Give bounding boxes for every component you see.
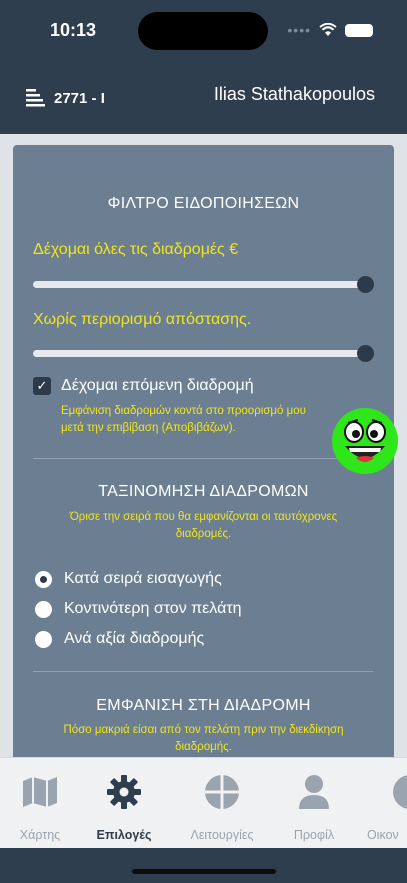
sort-option-insertion[interactable] xyxy=(35,570,222,588)
next-route-option[interactable] xyxy=(33,377,254,395)
radio-button[interactable] xyxy=(35,601,52,618)
display-hint xyxy=(13,722,394,756)
sorting-section-title: ΤΑΞΙΝΟΜΗΣΗ ΔΙΑΔΡΟΜΩΝ xyxy=(98,483,309,500)
bottom-strip xyxy=(0,848,407,883)
status-time: 10:13 xyxy=(50,20,97,40)
gear-icon xyxy=(106,774,142,810)
sorting-hint-line1: Όρισε την σειρά που θα εμφανίζονται οι ταυτόχρονες xyxy=(69,511,338,523)
sorting-hint-line2: διαδρομές. xyxy=(175,528,232,540)
section-divider xyxy=(33,671,373,672)
sort-option-label: Κατά σειρά εισαγωγής xyxy=(64,570,222,587)
menu-icon[interactable] xyxy=(26,88,46,108)
sorting-hint xyxy=(13,509,394,543)
euro-icon xyxy=(392,774,407,810)
battery-icon xyxy=(345,24,373,37)
header xyxy=(0,80,407,116)
filter-section-title: ΦΙΛΤΡΟ ΕΙΔΟΠΟΙΗΣΕΩΝ xyxy=(107,195,300,212)
distance-slider[interactable] xyxy=(33,350,365,357)
signal-icon: •••• xyxy=(287,22,311,38)
radio-button[interactable] xyxy=(35,571,52,588)
display-hint-line1: Πόσο μακριά είσαι από τον πελάτη πριν την διεκδίκηση xyxy=(63,724,344,736)
grid-icon xyxy=(204,774,240,810)
dynamic-island xyxy=(138,12,268,50)
tab-label: Προφίλ xyxy=(293,828,335,842)
next-route-checkbox[interactable]: ✓ xyxy=(33,377,51,395)
distance-slider-thumb[interactable] xyxy=(357,345,374,362)
price-filter-label: Δέχομαι όλες τις διαδρομές € xyxy=(33,241,239,258)
header-code: 2771 - I xyxy=(54,90,105,107)
next-route-hint-line1: Εμφάνιση διαδρομών κοντά στο προορισμό μου xyxy=(61,405,306,417)
display-hint-line2: διαδρομής. xyxy=(175,741,232,753)
distance-filter-label: Χωρίς περιορισμό απόστασης. xyxy=(33,311,252,328)
tab-profile[interactable] xyxy=(274,772,354,842)
section-divider xyxy=(33,458,373,459)
next-route-label: Δέχομαι επόμενη διαδρομή xyxy=(61,377,254,394)
top-bar xyxy=(0,0,407,134)
tab-settings[interactable] xyxy=(84,772,164,842)
smiley-assistant-icon[interactable] xyxy=(332,408,398,474)
status-icons xyxy=(287,22,373,38)
wifi-icon xyxy=(319,23,337,37)
sort-option-label: Ανά αξία διαδρομής xyxy=(64,630,205,647)
header-user-name: Ilias Stathakopoulos xyxy=(213,84,375,104)
sort-option-label: Κοντινότερη στον πελάτη xyxy=(64,600,242,617)
tab-label: Οικον xyxy=(367,828,399,842)
tab-finance[interactable] xyxy=(358,772,407,842)
sort-option-value[interactable] xyxy=(35,630,204,648)
sort-option-nearest[interactable] xyxy=(35,600,242,618)
price-slider[interactable] xyxy=(33,281,365,288)
radio-button[interactable] xyxy=(35,631,52,648)
home-indicator xyxy=(132,869,276,874)
user-icon xyxy=(297,774,331,810)
tab-label: Λειτουργίες xyxy=(190,828,254,842)
map-icon xyxy=(21,775,59,809)
tab-label: Επιλογές xyxy=(96,828,152,842)
display-section-title: ΕΜΦΑΝΙΣΗ ΣΤΗ ΔΙΑΔΡΟΜΗ xyxy=(96,697,311,714)
price-slider-thumb[interactable] xyxy=(357,276,374,293)
tab-functions[interactable] xyxy=(182,772,262,842)
tab-label: Χάρτης xyxy=(19,828,61,842)
next-route-hint-line2: μετά την επιβίβαση (Αποβιβάζων). xyxy=(61,422,236,434)
tab-map[interactable] xyxy=(0,772,80,842)
